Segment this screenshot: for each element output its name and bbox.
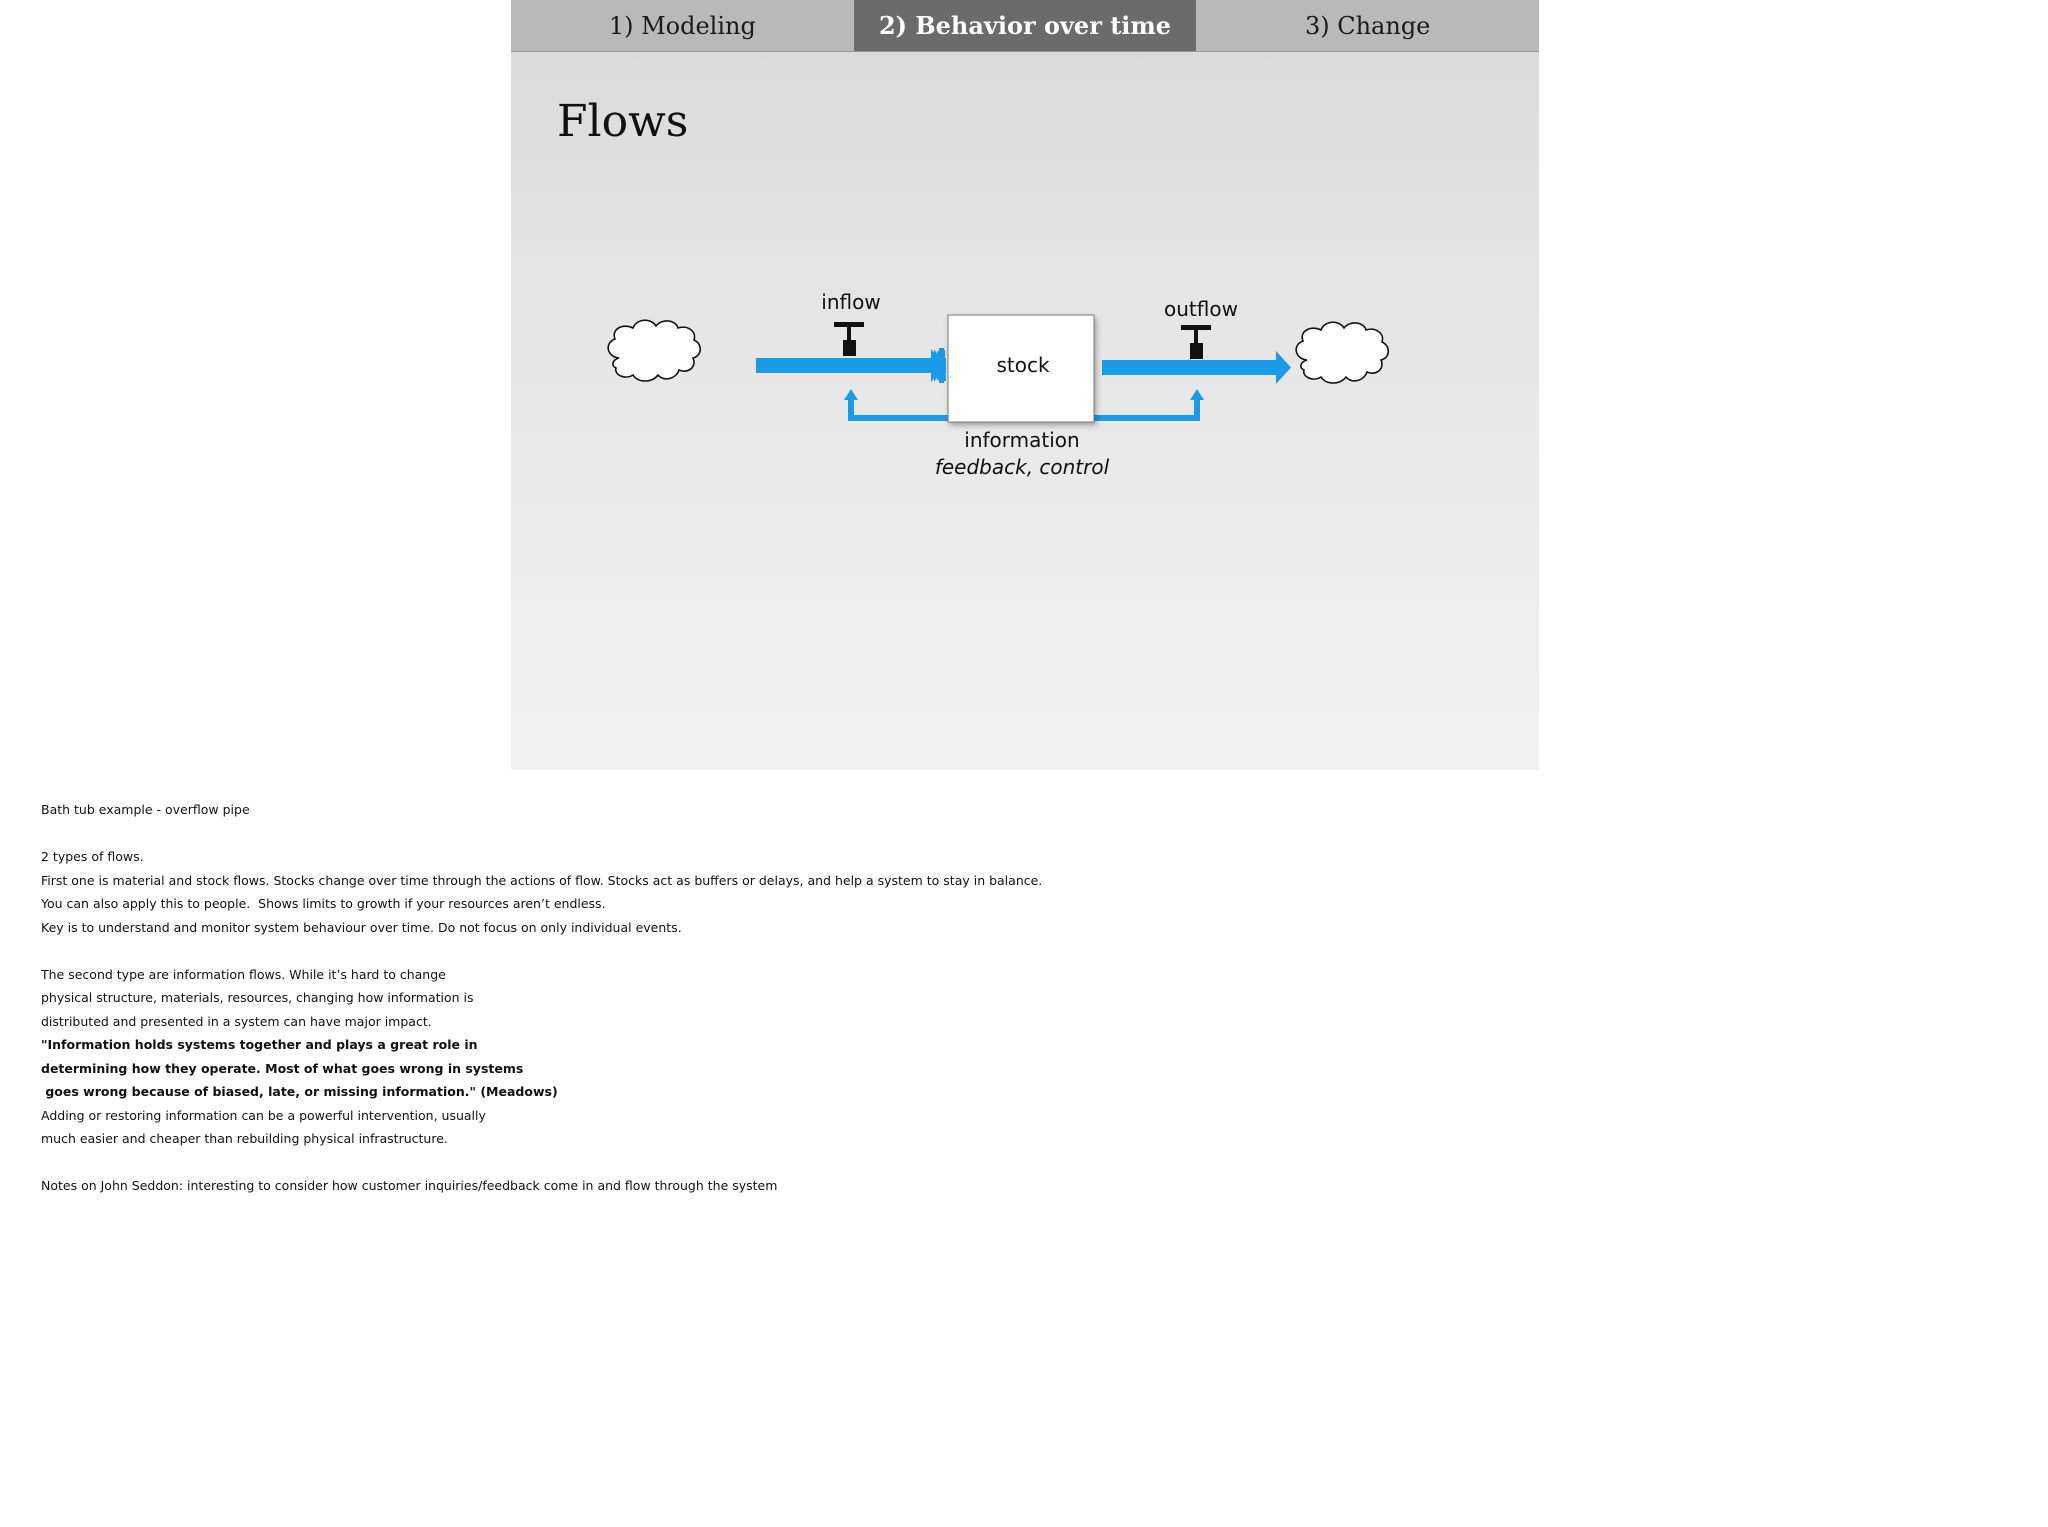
notes-line: You can also apply this to people. Shows limits to growth if your resources aren’t endless. — [41, 896, 606, 911]
notes-spacer — [41, 1151, 1341, 1175]
notes-line: much easier and cheaper than rebuilding physical infrastructure. — [41, 1131, 448, 1146]
notes-spacer — [41, 822, 1341, 846]
outflow-arrow — [1102, 360, 1278, 375]
information-feedback-line-left — [851, 398, 949, 418]
notes-line: physical structure, materials, resources, changing how information is — [41, 990, 474, 1005]
information-feedback-arrowhead-left — [844, 389, 858, 400]
stock-label: stock — [996, 353, 1050, 377]
notes-line: distributed and presented in a system can have major impact. — [41, 1013, 432, 1029]
notes-line: Adding or restoring information can be a powerful intervention, usually — [41, 1107, 486, 1123]
stock-flow-diagram — [511, 0, 1539, 770]
notes-line: Bath tub example - overflow pipe — [41, 802, 250, 817]
notes-quote-line: determining how they operate. Most of what goes wrong in systems — [41, 1060, 524, 1076]
notes-quote-line: "Information holds systems together and plays a great role in — [41, 1037, 478, 1052]
information-feedback-arrowhead-right — [1190, 389, 1204, 400]
inflow-valve-stem-icon — [847, 325, 851, 341]
sink-cloud-icon — [1296, 322, 1388, 383]
outflow-arrowhead — [1276, 351, 1291, 384]
information-label: information — [964, 428, 1080, 452]
outflow-valve-stem-icon — [1194, 328, 1198, 344]
outflow-valve-body-icon — [1190, 343, 1203, 359]
slide-title: Flows — [557, 96, 689, 147]
information-sublabel: feedback, control — [934, 455, 1110, 479]
inflow-valve-body-icon — [843, 340, 856, 356]
notes-line: The second type are information flows. While it’s hard to change — [41, 966, 446, 982]
tab-behavior-over-time[interactable]: 2) Behavior over time — [854, 0, 1197, 52]
inflow-label: inflow — [821, 290, 881, 314]
inflow-arrow — [756, 358, 946, 373]
source-cloud-icon — [608, 320, 700, 381]
notes-line: Key is to understand and monitor system behaviour over time. Do not focus on only individual events. — [41, 919, 682, 935]
notes-line: Notes on John Seddon: interesting to consider how customer inquiries/feedback come in and flow through the system — [41, 1178, 778, 1193]
notes-spacer — [41, 939, 1341, 963]
notes-line: 2 types of flows. — [41, 849, 144, 864]
information-feedback-line-right — [1093, 398, 1197, 418]
tab-change[interactable]: 3) Change — [1196, 0, 1539, 52]
notes-quote-line: goes wrong because of biased, late, or missing information." (Meadows) — [41, 1084, 558, 1099]
speaker-notes — [41, 798, 1341, 1198]
notes-line: First one is material and stock flows. Stocks change over time through the actions of flow. Stocks act as buffers or delays, and help a system to stay in balance. — [41, 872, 1043, 888]
outflow-label: outflow — [1164, 297, 1238, 321]
tab-modeling[interactable]: 1) Modeling — [511, 0, 854, 52]
slide — [511, 0, 1539, 770]
